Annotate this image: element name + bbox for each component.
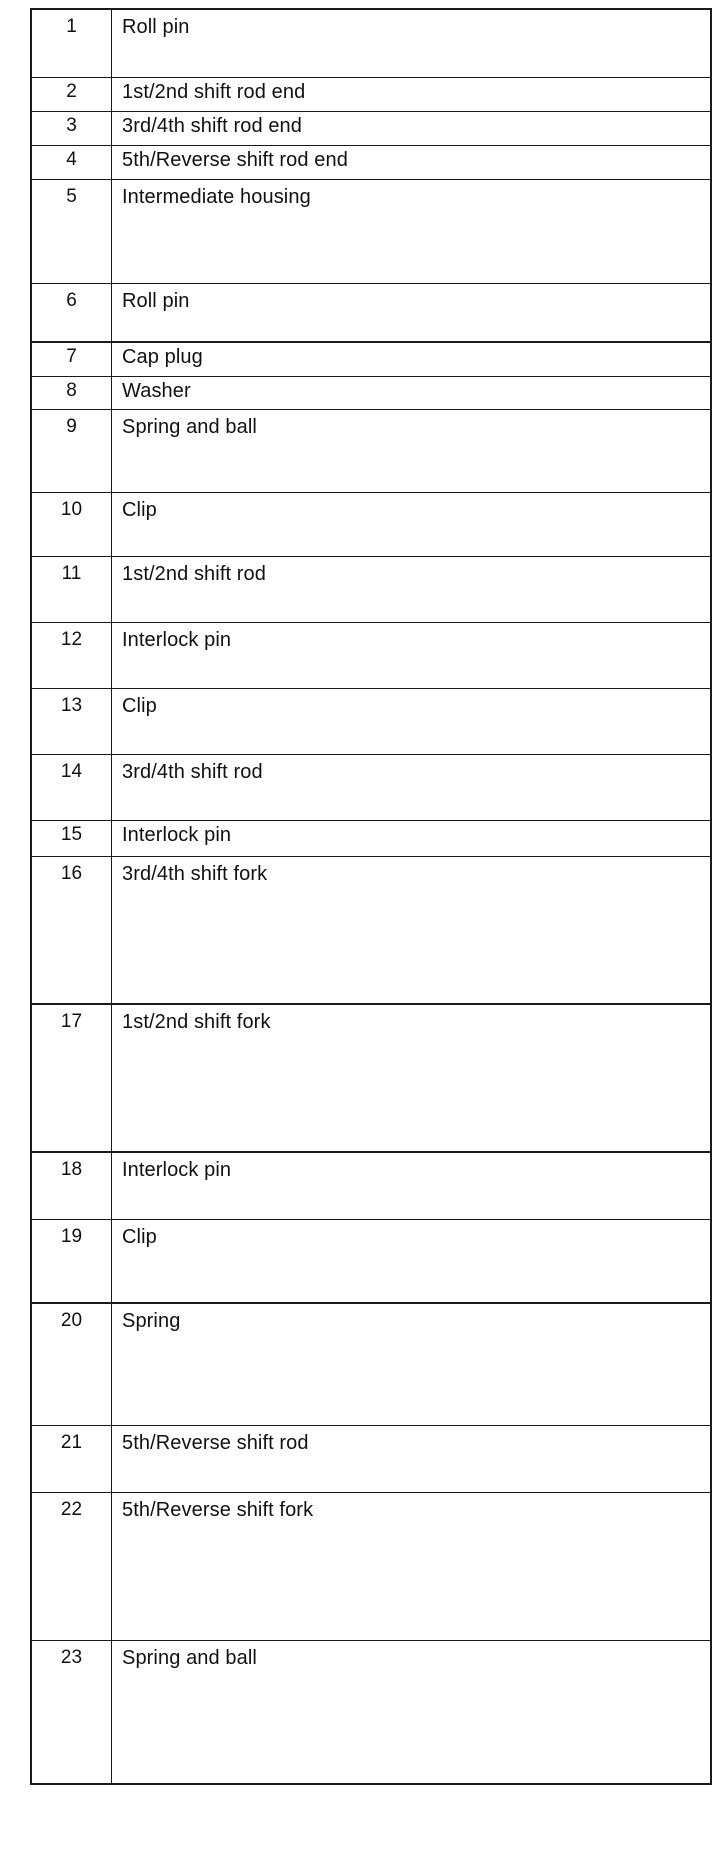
part-description: 3rd/4th shift fork bbox=[122, 863, 268, 885]
part-description: Interlock pin bbox=[122, 824, 232, 846]
part-description: Interlock pin bbox=[122, 1159, 232, 1181]
part-number: 1 bbox=[32, 10, 112, 77]
part-description: Clip bbox=[122, 695, 157, 717]
part-description: Clip bbox=[122, 1226, 157, 1248]
table-row bbox=[32, 1220, 710, 1304]
part-number: 20 bbox=[32, 1304, 112, 1425]
table-row bbox=[32, 1426, 710, 1493]
table-row bbox=[32, 112, 710, 146]
table-row bbox=[32, 1153, 710, 1220]
table-row bbox=[32, 1304, 710, 1426]
table-row bbox=[32, 78, 710, 112]
part-number: 5 bbox=[32, 180, 112, 283]
part-number: 7 bbox=[32, 343, 112, 376]
table-row bbox=[32, 343, 710, 377]
part-description: Clip bbox=[122, 499, 157, 521]
table-row bbox=[32, 180, 710, 284]
table-row bbox=[32, 557, 710, 623]
table-row bbox=[32, 146, 710, 180]
table-row bbox=[32, 284, 710, 343]
part-number: 18 bbox=[32, 1153, 112, 1219]
part-description: Roll pin bbox=[122, 16, 190, 38]
part-description: Spring and ball bbox=[122, 416, 257, 438]
part-number: 17 bbox=[32, 1005, 112, 1151]
table-row bbox=[32, 1005, 710, 1153]
part-description: Spring and ball bbox=[122, 1647, 257, 1669]
part-description: Washer bbox=[122, 380, 191, 402]
part-number: 2 bbox=[32, 78, 112, 111]
table-row bbox=[32, 493, 710, 557]
part-number: 12 bbox=[32, 623, 112, 688]
part-description: 1st/2nd shift fork bbox=[122, 1011, 271, 1033]
part-description: Roll pin bbox=[122, 290, 190, 312]
part-number: 23 bbox=[32, 1641, 112, 1783]
table-row bbox=[32, 1641, 710, 1783]
part-description: 5th/Reverse shift rod bbox=[122, 1432, 309, 1454]
part-number: 11 bbox=[32, 557, 112, 622]
table-row bbox=[32, 857, 710, 1005]
part-description: Cap plug bbox=[122, 346, 203, 368]
part-number: 10 bbox=[32, 493, 112, 556]
table-row bbox=[32, 10, 710, 78]
part-number: 3 bbox=[32, 112, 112, 145]
part-description: 5th/Reverse shift fork bbox=[122, 1499, 314, 1521]
part-description: 3rd/4th shift rod end bbox=[122, 115, 302, 137]
part-description: Spring bbox=[122, 1310, 181, 1332]
part-number: 19 bbox=[32, 1220, 112, 1302]
part-number: 8 bbox=[32, 377, 112, 409]
table-row bbox=[32, 689, 710, 755]
table-row bbox=[32, 410, 710, 493]
parts-table bbox=[30, 8, 712, 1785]
part-description: 5th/Reverse shift rod end bbox=[122, 149, 348, 171]
table-row bbox=[32, 623, 710, 689]
part-description: Intermediate housing bbox=[122, 186, 311, 208]
table-row bbox=[32, 755, 710, 821]
part-number: 6 bbox=[32, 284, 112, 341]
part-description: Interlock pin bbox=[122, 629, 232, 651]
part-number: 16 bbox=[32, 857, 112, 1003]
part-number: 15 bbox=[32, 821, 112, 856]
part-description: 1st/2nd shift rod end bbox=[122, 81, 306, 103]
part-number: 14 bbox=[32, 755, 112, 820]
part-number: 22 bbox=[32, 1493, 112, 1640]
table-row bbox=[32, 377, 710, 410]
table-row bbox=[32, 821, 710, 857]
part-description: 1st/2nd shift rod bbox=[122, 563, 267, 585]
part-number: 21 bbox=[32, 1426, 112, 1492]
part-number: 9 bbox=[32, 410, 112, 492]
part-number: 4 bbox=[32, 146, 112, 179]
part-description: 3rd/4th shift rod bbox=[122, 761, 263, 783]
part-number: 13 bbox=[32, 689, 112, 754]
table-row bbox=[32, 1493, 710, 1641]
